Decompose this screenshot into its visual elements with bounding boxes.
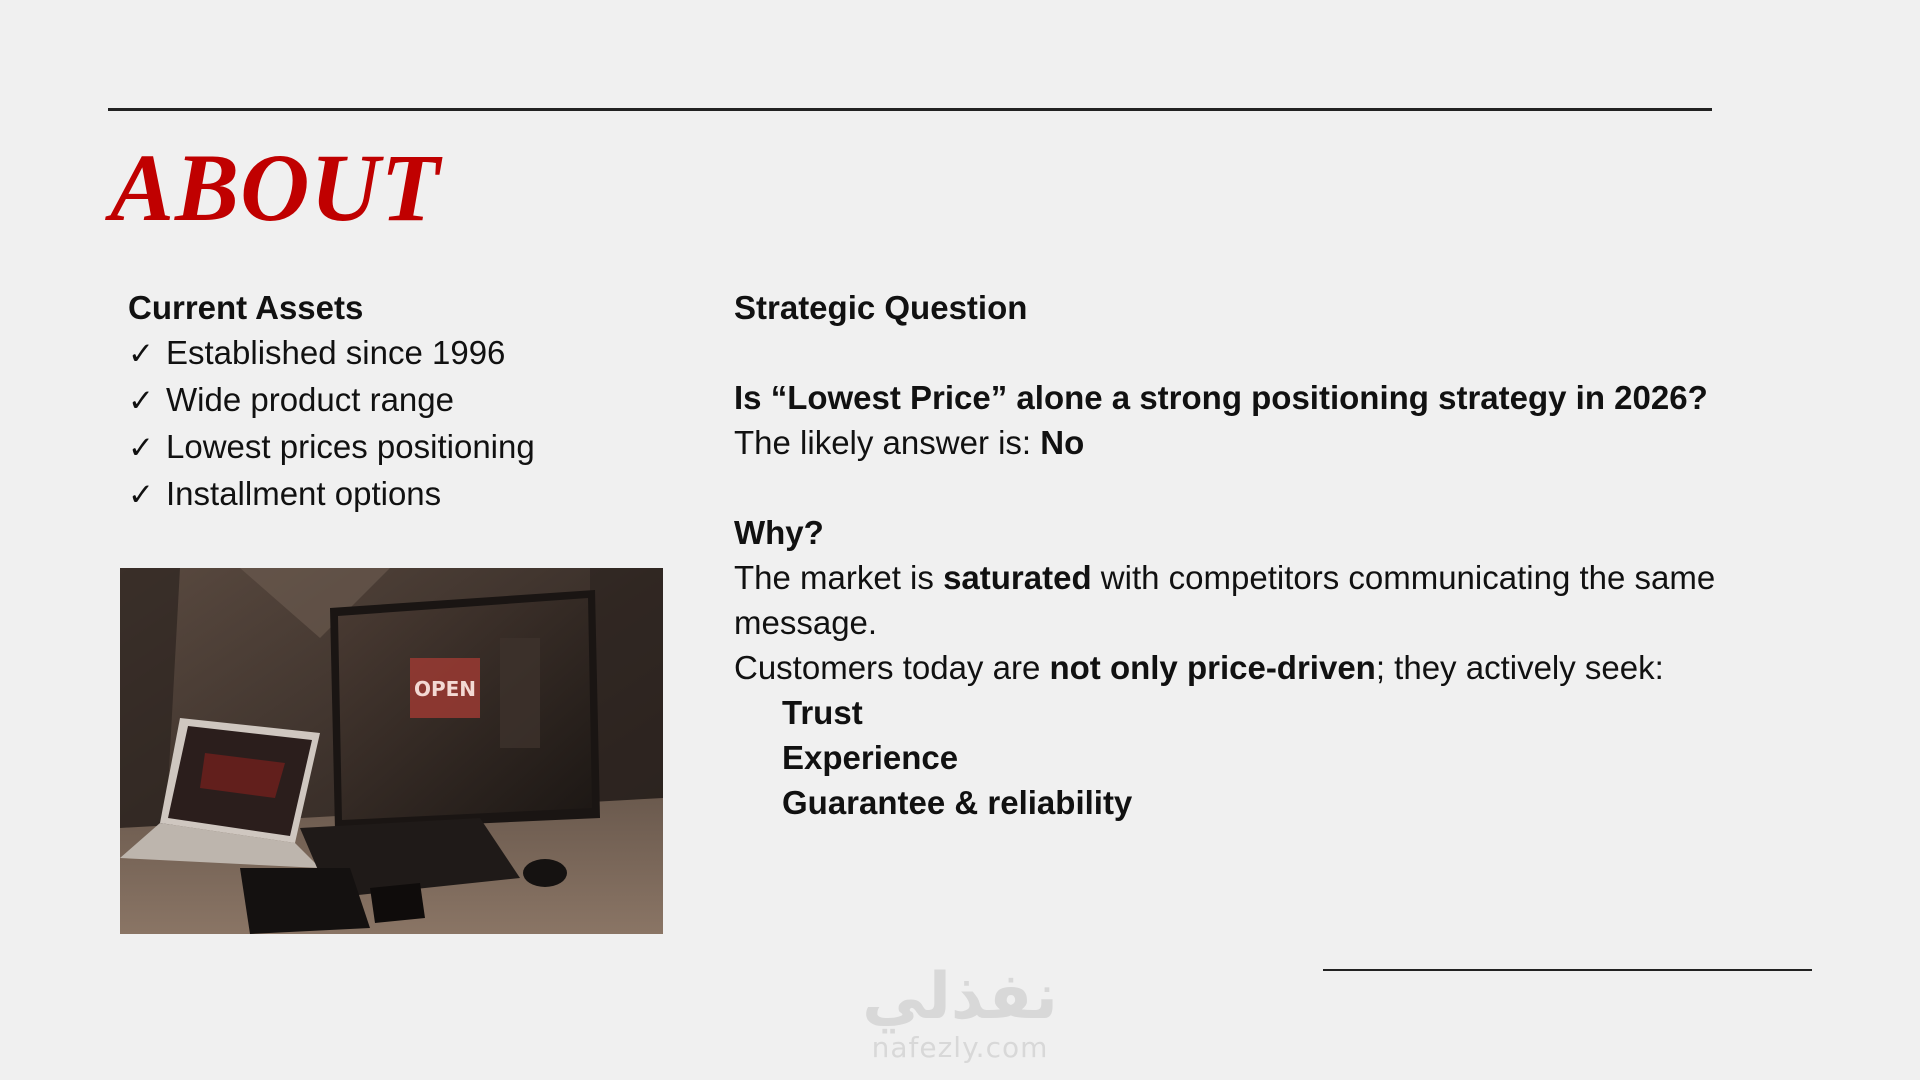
check-icon: ✓ — [128, 430, 154, 466]
watermark — [850, 962, 1070, 1064]
assets-list — [128, 330, 688, 518]
seek-item: Trust — [782, 694, 863, 731]
seek-item: Experience — [782, 739, 959, 776]
asset-label: Established since 1996 — [166, 334, 506, 371]
customers-post: ; they actively seek: — [1375, 649, 1664, 686]
market-bold: saturated — [943, 559, 1092, 596]
watermark-latin: nafezly.com — [871, 1031, 1049, 1064]
why-heading: Why? — [734, 514, 824, 551]
asset-label: Wide product range — [166, 381, 454, 418]
answer-value: No — [1040, 424, 1085, 461]
current-assets-heading: Current Assets — [128, 289, 364, 326]
open-sign-text: OPEN — [413, 677, 477, 701]
strategic-question: Is “Lowest Price” alone a strong positioning strategy in 2026? — [734, 379, 1708, 416]
answer-prefix: The likely answer is: — [734, 424, 1041, 461]
check-icon: ✓ — [128, 383, 154, 419]
current-assets-section — [128, 285, 688, 518]
list-item — [128, 330, 688, 377]
customers-statement — [734, 645, 1834, 690]
customers-bold: not only price-driven — [1049, 649, 1376, 686]
market-post: with competitors communicating the same message. — [734, 559, 1716, 641]
asset-label: Installment options — [166, 475, 442, 512]
seek-item: Guarantee & reliability — [782, 784, 1133, 821]
market-pre: The market is — [734, 559, 944, 596]
asset-label: Lowest prices positioning — [166, 428, 535, 465]
spacer — [734, 330, 1834, 375]
list-item — [128, 471, 688, 518]
answer-line — [734, 420, 1834, 465]
customers-pre: Customers today are — [734, 649, 1050, 686]
check-icon: ✓ — [128, 477, 154, 513]
market-statement — [734, 555, 1834, 645]
list-item — [128, 377, 688, 424]
strategic-heading: Strategic Question — [734, 289, 1028, 326]
top-divider — [108, 108, 1712, 111]
check-icon: ✓ — [128, 336, 154, 372]
slide-title: ABOUT — [110, 134, 441, 241]
bottom-divider — [1323, 969, 1812, 971]
strategic-question-section — [734, 285, 1834, 825]
photo-laptop-monitor — [120, 568, 663, 934]
watermark-arabic: نفذلي — [862, 960, 1058, 1034]
list-item — [128, 424, 688, 471]
spacer — [734, 465, 1834, 510]
